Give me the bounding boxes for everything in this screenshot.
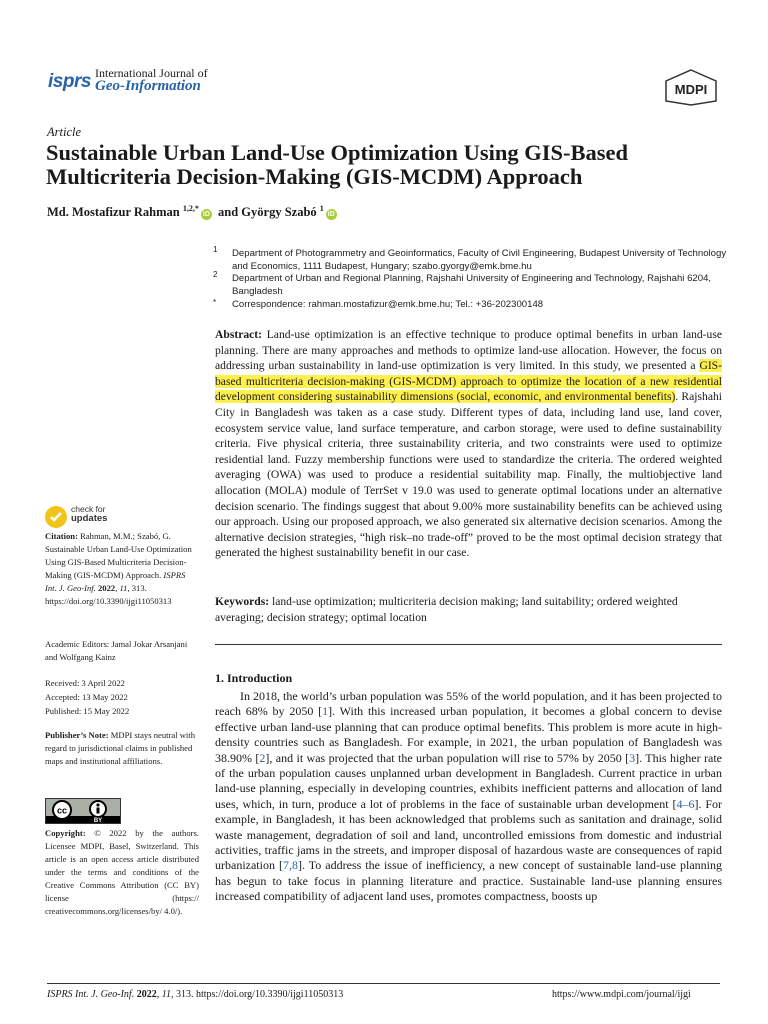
affiliation-2: Department of Urban and Regional Planning, Rajshahi University of Engineering and Technology, Rajshahi 6204, Bangladesh: [232, 273, 712, 297]
author-1: Md. Mostafizur Rahman: [47, 205, 180, 220]
affiliation-2-number: 2: [213, 270, 218, 279]
author-2-affiliation: 1: [319, 204, 324, 213]
citation-block: Citation: Rahman, M.M.; Szabó, G. Sustainable Urban Land-Use Optimization Using GIS-Based Multicriteria Decision-Making (GIS-MCDM) Approach. ISPRS Int. J. Geo-Inf. 2022, 11, 313. https://doi.org/10.3390/ijgi11050313: [45, 531, 192, 606]
publisher-note: [45, 729, 199, 768]
citation-volume: 11: [119, 583, 128, 593]
author-1-affiliation: 1,2,*: [182, 204, 199, 213]
abstract-highlight: GIS-based multicriteria decision-making (GIS-MCDM) approach to optimize the location of a new residential development considering sustainability dimensions (social, economic, and environmental benefits): [215, 359, 722, 404]
academic-editors: Academic Editors: Jamal Jokar Arsanjani and Wolfgang Kainz: [45, 639, 188, 662]
publisher-note-label: Publisher’s Note:: [45, 730, 109, 740]
cc-icon: cc: [56, 805, 68, 816]
correspondence-marker: *: [213, 298, 217, 307]
abstract: [215, 327, 722, 561]
author-list: [47, 204, 340, 220]
copyright-block: [45, 827, 199, 918]
copyright-text: © 2022 by the authors. Licensee MDPI, Basel, Switzerland. This article is an open access article distributed under the terms and conditions of the Creative Commons Attribution (CC BY) license (https:// creativecommons.org/licenses/by/ 4.0/).: [45, 828, 199, 916]
abstract-text-1: Land-use optimization is an effective technique to produce optimal benefits in urban land-use planning. There are many approaches and methods to optimize land-use allocation. However, the focus on addressing urban sustainability in land-use optimization is very limited. In this study, we presented a: [215, 328, 722, 373]
citation-doi: , 313. https://doi.org/10.3390/ijgi11050313: [45, 583, 172, 606]
section-divider: [215, 644, 722, 645]
citation-link[interactable]: 7,8: [283, 858, 298, 873]
orcid-icon[interactable]: iD: [202, 211, 210, 219]
abstract-text-2: . Rajshahi City in Bangladesh was taken as a case study. Different types of data, including land use, land cover, ecosystem service value, land surface temperature, and carbon storage, were used to define sustainability criteria. Five physical criteria, three sustainability criteria, and two constraints were used to optimize residential land. Fuzzy membership functions were used to standardize the criteria. The ordered weighted averaging (OWA) was used to produce a residential suitability map. Finally, the multiobjective land allocation (MOLA) module of TerrSet v 19.0 was used to generate optimal locations under an alternative decision scenario. The findings suggest that about 9.00% more sustainability benefits can be achieved using our approach. Using our proposed approach, we also generated six alternative decision scenarios. Among the alternative decision strategies, “high risk–no trade-off” proved to be the most optimal decision strategy that generated the highest sustainability benefit in our case.: [215, 390, 722, 560]
isprs-logo: isprs: [48, 71, 91, 92]
author-2: György Szabó: [241, 205, 317, 220]
article-type: Article: [47, 125, 82, 139]
orcid-icon[interactable]: iD: [327, 211, 335, 219]
introduction-paragraph: [215, 689, 722, 905]
citation-text: Rahman, M.M.; Szabó, G. Sustainable Urban Land-Use Optimization Using GIS-Based Multicriteria Decision-Making (GIS-MCDM) Approach.: [45, 531, 192, 580]
paper-title: Sustainable Urban Land-Use Optimization Using GIS-Based Multicriteria Decision-Making (GIS-MCDM) Approach: [46, 140, 628, 189]
citation-journal: ISPRS Int. J. Geo-Inf.: [45, 570, 186, 593]
footer-divider: [47, 983, 720, 984]
intro-text-3: ], and it was projected that the urban population will rise to 57% by 2050 [: [265, 750, 630, 765]
keywords: [215, 594, 722, 625]
mdpi-logo: [662, 68, 720, 106]
footer-journal: ISPRS Int. J. Geo-Inf.: [47, 989, 135, 1000]
copyright-label: Copyright:: [45, 828, 86, 838]
intro-text-5: ]. For example, in Bangladesh, it has been acknowledged that problems such as sanitation and drainage, solid waste management, degradation of soil and land, uncontrolled emissions from domestic and industrial activities, traffic jams in the streets, and improper disposal of hazardous waste are consequences of rapid urbanization [: [215, 796, 722, 873]
keywords-label: Keywords:: [215, 595, 270, 608]
received-date: Received: 3 April 2022: [45, 678, 125, 688]
intro-text-4: ]. This higher rate of the urban population causes unplanned urban development in Bangladesh. Current practice in urban land-use planning, especially in developing countries, exhibits inefficient patterns and allocation of land uses, which, in turn, produce a lot of problems in the face of sustainable urban development [: [215, 750, 723, 811]
footer-journal-url[interactable]: https://www.mdpi.com/journal/ijgi: [552, 989, 691, 1000]
intro-text-1: In 2018, the world’s urban population was 55% of the world population, and it has been projected to reach 68% by 2050 [: [215, 689, 722, 719]
citation-link[interactable]: 4–6: [676, 796, 695, 811]
correspondence: Correspondence: rahman.mostafizur@emk.bme.hu; Tel.: +36-202300148: [232, 299, 544, 310]
citation-link[interactable]: 1: [322, 704, 329, 719]
mdpi-logo-text: MDPI: [674, 82, 708, 97]
abstract-label: Abstract:: [215, 328, 263, 341]
affiliation-1: Department of Photogrammetry and Geoinformatics, Faculty of Civil Engineering, Budapest University of Technology and Economics, 1111 Budapest, Hungary; szabo.gyorgy@emk.bme.hu: [232, 248, 727, 272]
footer-citation: ISPRS Int. J. Geo-Inf. 2022, 11, 313. https://doi.org/10.3390/ijgi11050313: [47, 989, 344, 1000]
by-icon: BY: [93, 818, 103, 823]
publisher-note-text: MDPI stays neutral with regard to jurisdictional claims in published maps and institutional affiliations.: [45, 730, 195, 766]
accepted-date: Accepted: 13 May 2022: [45, 692, 128, 702]
published-date: Published: 15 May 2022: [45, 706, 130, 716]
citation-link[interactable]: 2: [259, 750, 266, 765]
journal-name-line2: Geo-Information: [95, 78, 201, 94]
footer-volume: 11: [161, 989, 171, 1000]
footer-year: 2022: [136, 989, 157, 1000]
footer-doi: , 313. https://doi.org/10.3390/ijgi11050313: [170, 989, 344, 1000]
section-heading-introduction: 1. Introduction: [215, 671, 293, 685]
intro-text-6: ]. To address the issue of inefficiency, a new concept of sustainable land-use planning has begun to take focus in planning literature and practice. Sustainable land-use planning ensures increased compatibility of adjacent land uses, promotes compactness, boosts up: [215, 858, 723, 904]
check-label-2: updates: [71, 513, 108, 524]
journal-name-line1: International Journal of: [95, 66, 208, 80]
intro-text-2: ]. With this increased urban population, it becomes a global concern to devise effective urban land-use planning that can produce optimal benefits. This problem is more acute in high-density countries such as Bangladesh. For example, in 2021, the urban population of Bangladesh was 38.90% [: [215, 704, 722, 765]
affiliation-1-number: 1: [213, 245, 218, 254]
citation-label: Citation:: [45, 531, 78, 541]
check-for-updates-badge[interactable]: [44, 504, 124, 530]
check-label-1: check for: [71, 504, 106, 514]
check-updates-icon: [44, 505, 68, 529]
author-conjunction: and: [218, 205, 239, 220]
citation-year: 2022: [98, 583, 116, 593]
keywords-text: land-use optimization; multicriteria decision making; land suitability; ordered weighted averaging; decision strategy; optimal location: [215, 595, 678, 624]
cc-by-license-badge[interactable]: [45, 798, 121, 824]
citation-link[interactable]: 3: [629, 750, 636, 765]
